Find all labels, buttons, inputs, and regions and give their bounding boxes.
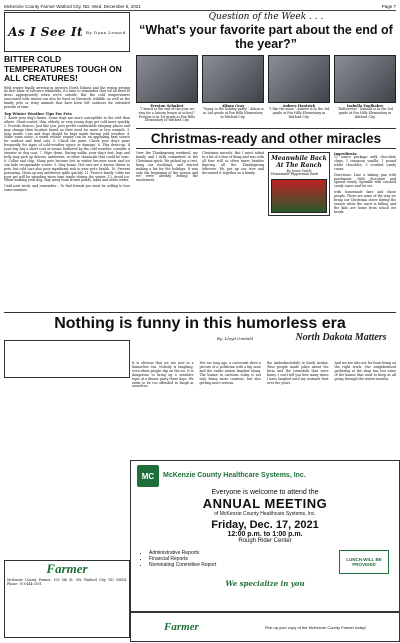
recipe-byline: By Jamie Vestle [286,169,312,173]
left-ad [4,340,130,378]
ad-subtitle: of McKenzie County Healthcare Systems, Inc. [214,511,316,517]
header-page-number: Page 7 [381,3,396,9]
xmas-headline: Christmas-ready and other miracles [136,128,396,149]
recipe-title: Meanwhile Back At The Ranch [271,155,327,169]
column-closing: Until next week, and remember – To find friends you must be willing to lose some enemies. [4,184,130,193]
qow-question: “What's your favorite part about the end of the year?” [139,23,393,51]
nothing-byline: By: Lloyd Omdahl [216,336,254,341]
xmas-article [136,152,396,216]
ad-time: 12:00 p.m. to 1:00 p.m. [227,531,303,538]
tips-list: 1. Know your dog's limits. Some dogs are more susceptible to the cold than others. Short-coated, thin, elderly, or very young dogs get cold more quickly. 2. Provide choices. Just like you, pets prefer comfortable sleeping places and may change their location based on their need for more or less warmth. 3. Stay inside. Cats and dogs should be kept inside during cold weather. 4. Make some noise. A warm vehicle engine can be an appealing heat source for outdoor and feral cats. 5. Check the paws. Check your dog's paws frequently for signs of cold-weather injury or damage. 6. Play dress-up. If your dog has a short coat or seems bothered by the cold weather, consider a sweater or dog coat. 7. Wipe down. During walks, your dog's feet, legs and belly may pick up deicers, antifreeze, or other chemicals that could be toxic. 8. Collar and chip. Many pets become lost in winter because snow and ice can hide recognizable scents. 9. Stay home. Hot cars are a known threat to pets, but cold cars also pose significant risk to your pet's health. 10. Prevent poisoning. Clean up any antifreeze spills quickly. 11. Protect family. Odds are your pet will be spending more time inside during the winter. 12. Avoid ice. When walking your dog, stay away from frozen ponds, lakes and other water. [4,115,130,183]
xmas-col: Over the Thanksgiving weekend, my family and I fully committed to the Christmas spirit. We picked up a tree, hung our stockings, and started making a list for the holidays. It was only the beginning of the season and we were already feeling the excitement. [136,151,198,183]
mck-logo-name: McKenzie County Healthcare Systems, Inc. [163,472,306,479]
column-intro: With winter finally arriving in western North Dakota and the region getting its first blast of sub-zero windchills, it's time to remember that we all need to dress appropriately when we're outside. But the cold temperatures associated with winter can also be hard on livestock, wildlife, as well as the family pets or stray animals that have been left outdoors for extended periods of time. [4,85,130,110]
recipe-box-wrapper [268,152,330,216]
footer-logo: Farmer [164,621,199,633]
qow-person: Aubree Hentrick “I like the snow.” Aubree is in the 3rd grade at Fox Hills Elementary in Watford City. [268,55,330,123]
person-photo [334,55,396,103]
ad-place: Rough Rider Center [238,538,292,544]
left-ad-column [4,340,130,378]
person-photo [136,55,198,103]
ad-agenda: • Administrative Reports • Financial Reports • Nominating Committee Report [141,550,216,574]
footer-ad [130,612,400,642]
recipe-box [268,152,330,216]
farmer-info: McKenzie County Farmer, 109 5th St. SW, Watford City, ND 58854. Phone: 701-444-3301. [7,578,127,586]
recipe-photo [271,179,327,213]
person-photo [202,55,264,103]
nd-matters-logo: North Dakota Matters [295,332,387,343]
nothing-headline: Nothing is funny in this humorless era [4,312,396,333]
annual-meeting-ad [130,460,400,612]
mck-logo-icon: MC [137,465,159,487]
lunch-badge: LUNCH WILL BE PROVIDED [339,550,389,574]
as-i-see-it-column [4,12,130,193]
farmer-info-box [4,560,130,638]
recipe-subtitle: Homemade Peppermint Bark [271,172,318,176]
question-of-week [136,12,396,123]
ad-date: Friday, Dec. 17, 2021 [211,519,319,531]
qow-person: Izabella Foulhaber “Halloween!” Izabella is in the 3rd grade at Fox Hills Elementary in Watford City. [334,55,396,123]
qow-person: Alison Gray “Going to the holiday party!” Alison is in 2nd grade at Fox Hills Elementary in Watford City. [202,55,264,123]
xmas-col: Christmas miracle. But I must admit to a bit of a fear of thing and was with all four still so often times besides figuring all the Thanksgiving leftovers. We put up our tree and decorated it together as a family. [202,151,264,175]
nothing-article: It is obvious that we are now in a humorless era. Nobody is laughing, even when people slip on the ice. It is dangerous to bring up a sensitive topic at a dinner party these days. We seem to be too offended to laugh at ourselves. Not too long ago, a cartoonist drew a picture of a politician with a big nose and the entire nation laughed along. The humor in cartoons today is not only being more cautious, but also getting more serious. the Amhedrachahily in Saudi Arabia. Wise people made jokes about the farm and the townsfolk that were funny. I can't tell you how many times I have laughed until my stomach hurt over the years. And we are also not far from being on the right track. Our neighborhood gathering at the shop has lost some of the humor that used to keep us all going through the winter months. [132,361,396,389]
ad-title: ANNUAL MEETING [202,496,328,511]
farmer-logo: Farmer [46,561,88,576]
recipe-ingredients: Ingredients: 12 ounce package milk chocolate chips; 1 teaspoon vanilla; 1 pound white chocolate; 3 crushed candy canes. Directions: Line a baking pan with parchment. Melt chocolate and spread evenly. Sprinkle with crushed candy canes and let set. with homemade bars and those people. There are some of the way we bring our Christmas cheer during the season when the snow is falling and the kids are home from school for break. [334,152,396,214]
footer-text: Pick up your copy of the McKenzie County Farmer today! [264,624,366,630]
ad-invite: Everyone is welcome to attend the [211,489,319,496]
person-photo [268,55,330,103]
as-i-see-it-logo: As I See It By Dana Lenard [4,12,130,52]
ad-tagline: We specialize in you [225,579,305,588]
qow-title: Question of the Week . . . [208,12,324,22]
header-left: McKenzie County Farmer Watford City, ND, Wed, December 6, 2021 [4,3,141,9]
qow-person: Preston Schnfert “I heard at the end of the year we stay for a history lesson at school.” Preston is in 1st grade at Fox Hills Elementary in Watford City. [136,55,198,123]
tips-title: Top Winter Weather Tips For Pets [4,111,72,116]
page-header [4,2,396,11]
column-headline: BITTER COLD TEMPERATURES TOUGH ON ALL CREATURES! [4,54,122,83]
